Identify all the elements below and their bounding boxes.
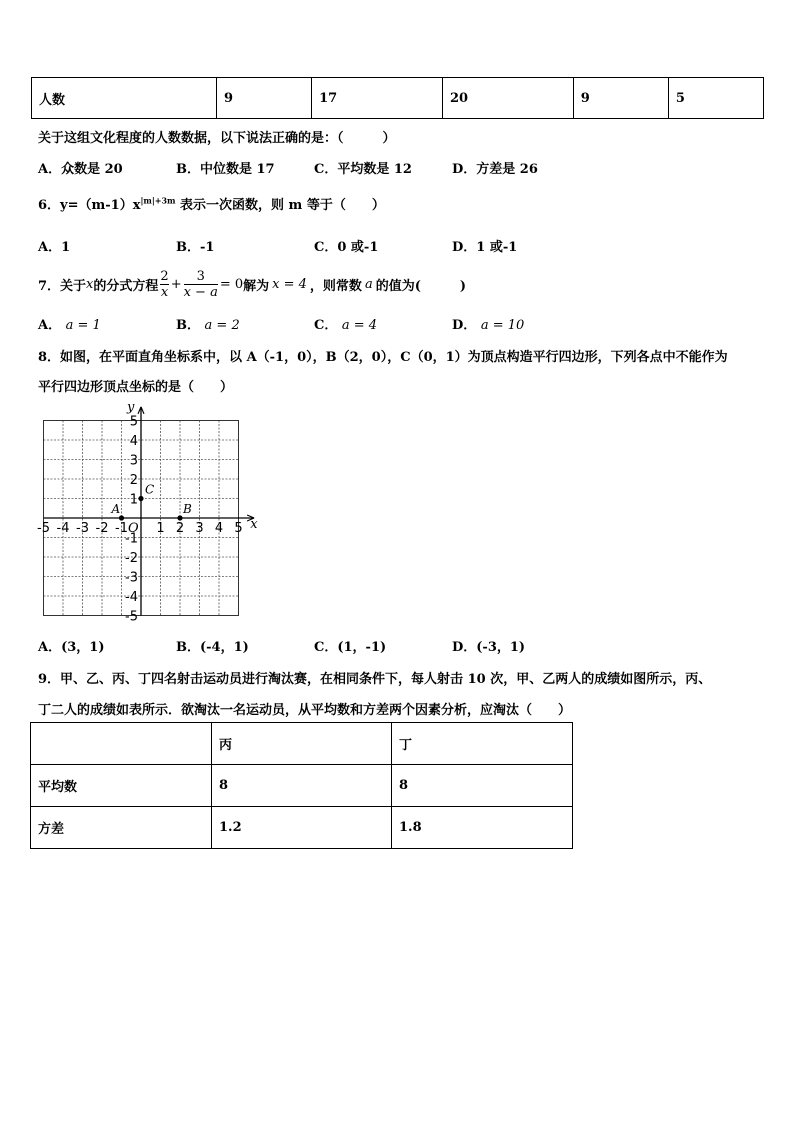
origin-label: O [128, 521, 139, 536]
q7-stem [38, 265, 466, 303]
q6-exponent: |m|+3m [140, 195, 176, 206]
x-tick-label: -1 [115, 521, 128, 536]
y-tick-label: -5 [125, 609, 138, 625]
q6-option-a: A．1 [38, 240, 71, 255]
q7-frac2-numerator: 3 [196, 268, 205, 284]
table-cell: 17 [312, 78, 443, 119]
x-tick-label: 4 [214, 521, 224, 536]
q6-stem-start: 6．y=（m-1）x [38, 198, 141, 213]
point-label-b: B [183, 502, 192, 516]
point-label-a: A [111, 502, 121, 516]
table-cell: 9 [217, 78, 312, 119]
table-cell: 5 [668, 78, 763, 119]
coordinate-grid-figure [30, 398, 270, 628]
table-cell: 平均数 [31, 765, 212, 807]
y-tick-label: 1 [129, 492, 138, 508]
q6-stem [38, 194, 385, 213]
q9-stem-line1: 9．甲、乙、丙、丁四名射击运动员进行淘汰赛，在相同条件下，每人射击 10 次，甲、乙两人的成绩如图所示，丙、 [38, 672, 712, 687]
q5-stem: 关于这组文化程度的人数数据，以下说法正确的是：（ ） [38, 131, 396, 146]
q7-frac1-denominator: x [160, 284, 169, 300]
table-cell: 人数 [32, 78, 217, 119]
x-tick-label: 1 [156, 521, 165, 536]
table-row [32, 78, 764, 119]
q5-option-c: C．平均数是 12 [314, 162, 412, 177]
q7-option-c: C． a = 4 [314, 318, 378, 333]
table-cell: 丙 [212, 723, 392, 765]
q7-solution-math: x = 4 [272, 276, 307, 292]
q8-option-d: D．(-3，1) [452, 640, 526, 655]
point-c [138, 496, 143, 501]
q7-eq-zero: = 0 [219, 276, 244, 292]
q7-tail: ，则常数 [309, 278, 362, 294]
q7-end: 的值为( ) [375, 278, 467, 294]
y-tick-label: 3 [129, 453, 138, 469]
table-cell: 1.2 [212, 807, 392, 849]
q7-frac2-denominator: x − a [183, 284, 218, 300]
q8-option-c: C．(1，-1) [314, 640, 387, 655]
x-tick-label: 2 [175, 521, 185, 536]
q7-option-a: A． a = 1 [38, 318, 101, 333]
x-axis-label: x [250, 517, 258, 532]
x-tick-label: -2 [95, 521, 109, 536]
table-cell: 方差 [31, 807, 212, 849]
x-tick-label: -5 [37, 521, 50, 536]
q6-option-c: C．0 或-1 [314, 240, 379, 255]
point-label-c: C [145, 482, 155, 497]
q5-option-d: D．方差是 26 [452, 162, 538, 177]
education-count-table [31, 77, 764, 119]
y-tick-label: -1 [125, 531, 138, 547]
q7-var-a: a [364, 276, 373, 292]
q7-frac1-numerator: 2 [160, 268, 169, 284]
q8-option-b: B．(-4，1) [176, 640, 249, 655]
point-a [119, 515, 124, 520]
q5-option-b: B．中位数是 17 [176, 162, 275, 177]
table-cell: 20 [442, 78, 573, 119]
x-tick-label: -3 [76, 521, 89, 536]
y-tick-label: -2 [125, 551, 138, 566]
y-tick-label: -3 [125, 570, 138, 586]
table-cell: 1.8 [392, 807, 573, 849]
q8-stem-line1: 8．如图，在平面直角坐标系中，以 A（-1，0），B（2，0），C（0，1）为顶点构造平行四边形，下列各点中不能作为 [38, 350, 728, 365]
point-b [177, 515, 182, 520]
q8-stem-line2: 平行四边形顶点坐标的是（ ） [38, 380, 234, 395]
x-tick-label: 3 [195, 521, 204, 536]
y-axis-label: y [127, 399, 135, 415]
table-header-row [31, 723, 573, 765]
table-cell: 8 [392, 765, 573, 807]
q7-prefix: 7．关于 [38, 278, 87, 294]
score-stats-table [30, 722, 573, 849]
table-cell: 丁 [392, 723, 573, 765]
x-tick-label: -4 [56, 521, 70, 536]
q9-stem-line2: 丁二人的成绩如表所示．欲淘汰一名运动员，从平均数和方差两个因素分析，应淘汰（ ） [38, 703, 572, 718]
q7-fraction-2 [184, 269, 218, 300]
table-row [31, 807, 573, 849]
x-tick-label: 5 [234, 521, 243, 536]
q6-option-b: B．-1 [176, 240, 215, 255]
q7-var-x: x [86, 276, 94, 292]
y-tick-label: 5 [129, 414, 138, 430]
q6-stem-end: 表示一次函数，则 m 等于（ ） [175, 198, 385, 213]
q7-solution-text: 解为 [243, 278, 270, 294]
q8-option-a: A．(3，1) [38, 640, 105, 655]
q5-option-a: A．众数是 20 [38, 162, 123, 177]
table-cell: 9 [573, 78, 668, 119]
q7-plus: + [170, 276, 182, 292]
y-tick-label: 4 [129, 434, 138, 449]
table-cell [31, 723, 212, 765]
q7-mid: 的分式方程 [93, 278, 159, 294]
q7-option-d: D． a = 10 [452, 318, 525, 333]
table-row [31, 765, 573, 807]
q7-option-b: B． a = 2 [176, 318, 240, 333]
y-tick-label: 2 [129, 473, 138, 488]
q6-option-d: D．1 或-1 [452, 240, 518, 255]
y-tick-label: -4 [125, 590, 138, 605]
table-cell: 8 [212, 765, 392, 807]
q7-fraction-1 [160, 269, 168, 300]
